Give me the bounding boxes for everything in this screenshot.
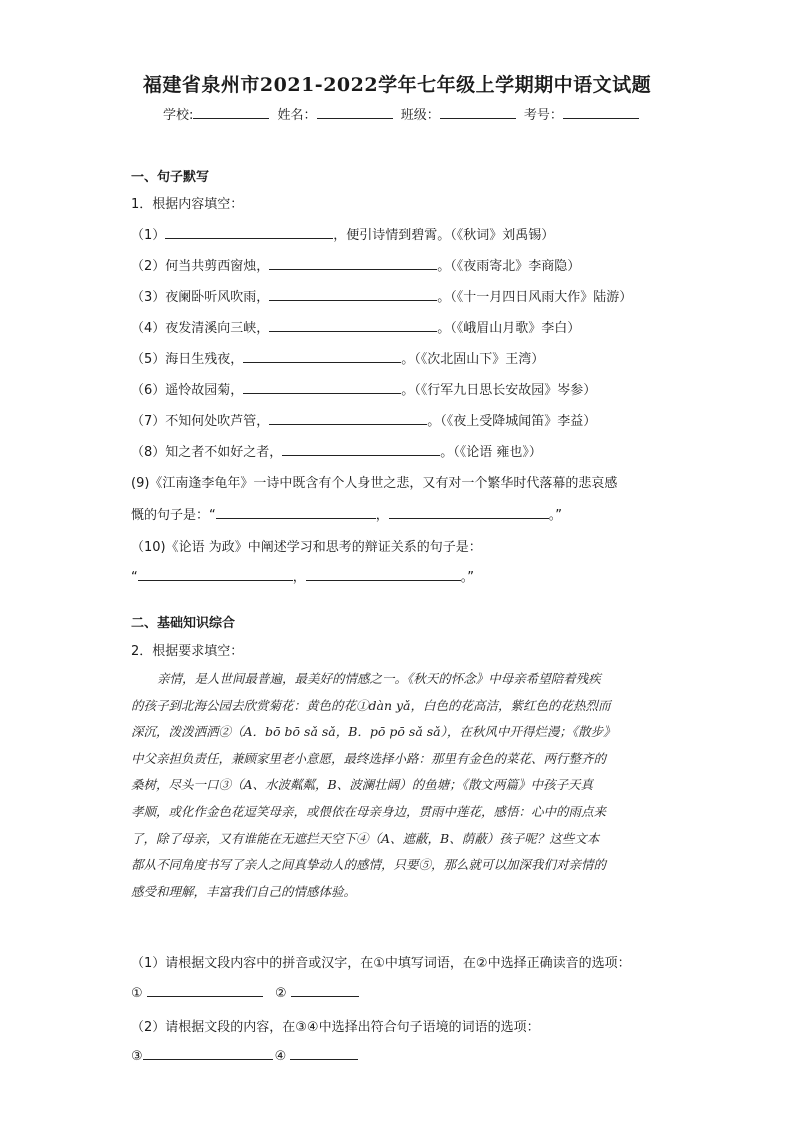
item-suffix: 。（《夜雨寄北》李商隐） [437, 259, 581, 274]
fill-item-7 [131, 410, 596, 429]
passage-line: 感受和理解，丰富我们自己的情感体验。 [131, 883, 357, 899]
name-blank[interactable] [317, 106, 393, 119]
fill-item-3 [131, 286, 632, 305]
fill-item-9-answer [131, 504, 562, 523]
school-blank[interactable] [193, 106, 269, 119]
item-suffix: 。” [460, 570, 475, 585]
name-label: 姓名： [277, 108, 317, 123]
fill-item-5 [131, 348, 544, 367]
passage-line: 中父亲担负责任，兼顾家里老小意愿，最终选择小路：那里有金色的菜花、两行整齐的 [131, 750, 607, 766]
answer-blank[interactable] [290, 1046, 358, 1060]
item-suffix: 。（《十一月四日风雨大作》陆游） [437, 290, 633, 305]
passage-line: 深沉，泼泼洒洒②（A．bō bō sǎ sǎ，B．pō pō sǎ sǎ），在秋风中开得烂漫；《散步》 [131, 724, 616, 740]
answer-blank[interactable] [243, 380, 401, 394]
fill-item-9-prompt: (9)《江南逢李龟年》一诗中既含有个人身世之悲，又有对一个繁华时代落幕的悲哀感 [131, 476, 618, 491]
item-number: （3） [131, 290, 166, 305]
item-prefix: 夜发清溪向三峡， [165, 321, 270, 336]
sub-question-2-answers [131, 1046, 358, 1064]
answer-blank[interactable] [243, 349, 401, 363]
section2-heading: 二、基础知识综合 [131, 616, 236, 631]
passage-line: 孝顺，或化作金色花逗笑母亲，或偎依在母亲身边，贯雨中莲花，感悟：心中的雨点来 [131, 803, 607, 819]
reading-passage [131, 666, 663, 905]
item-number: （4） [131, 321, 166, 336]
answer-blank[interactable] [389, 505, 549, 519]
passage-line: 亲情，是人世间最普遍，最美好的情感之一。《秋天的怀念》中母亲希望陪着残疾 [157, 671, 601, 686]
answer-marker: ① [131, 986, 143, 1001]
item-prefix: 海日生残夜， [165, 352, 244, 367]
answer-blank[interactable] [269, 411, 427, 425]
answer-blank[interactable] [306, 567, 461, 581]
item-number: （8） [131, 445, 166, 460]
item-prefix: 知之者不如好之者， [165, 445, 283, 460]
answer-marker: ④ [274, 1049, 287, 1064]
answer-marker: ③ [131, 1049, 143, 1064]
class-blank[interactable] [440, 106, 516, 119]
passage-line: 了，除了母亲，又有谁能在无遮拦天空下④（A、遮蔽，B、荫蔽）孩子呢？这些文本 [131, 830, 600, 846]
fill-item-10-prompt: （10)《论语 为政》中阐述学习和思考的辩证关系的句子是： [131, 540, 482, 555]
answer-blank[interactable] [269, 318, 437, 332]
item-prefix: 何当共剪西窗烛， [165, 259, 270, 274]
item-suffix: ，便引诗情到碧霄。（《秋词》刘禹锡） [333, 228, 555, 243]
answer-blank[interactable] [291, 983, 359, 997]
fill-item-2 [131, 255, 580, 274]
sub-question-2: （2）请根据文段的内容，在③④中选择出符合句子语境的词语的选项： [131, 1020, 540, 1035]
passage-line: 桑树，尽头一口③（A、水波粼粼，B、波澜壮阔）的鱼塘；《散文两篇》中孩子天真 [131, 777, 593, 793]
item-suffix: 。（《行军九日思长安故园》岑参） [401, 383, 597, 398]
passage-line: 都从不同角度书写了亲人之间真挚动人的感情，只要⑤，那么就可以加深我们对亲情的 [131, 857, 607, 873]
passage-line: 的孩子到北海公园去欣赏菊花：黄色的花①dàn yǎ，白色的花高洁，紫红色的花热烈而 [131, 697, 611, 713]
section1-heading: 一、句子默写 [131, 170, 210, 185]
question1-label: 1．根据内容填空： [131, 197, 244, 212]
answer-blank[interactable] [269, 256, 437, 270]
item-suffix: 。（《次北固山下》王湾） [401, 352, 545, 367]
class-label: 班级： [400, 108, 440, 123]
question2-label: 2．根据要求填空： [131, 644, 244, 659]
item-number: （7） [131, 414, 166, 429]
sub-question-1: （1）请根据文段内容中的拼音或汉字，在①中填写词语，在②中选择正确读音的选项： [131, 956, 631, 971]
item-separator: ， [375, 508, 389, 523]
answer-blank[interactable] [269, 287, 437, 301]
item-prefix: 夜阑卧听风吹雨， [165, 290, 270, 305]
exam-number-blank[interactable] [563, 106, 639, 119]
answer-blank[interactable] [216, 505, 376, 519]
fill-item-6 [131, 379, 596, 398]
answer-marker: ② [274, 986, 287, 1001]
item-suffix: 。（《峨眉山月歌》李白） [437, 321, 581, 336]
answer-blank[interactable] [165, 225, 333, 239]
item-suffix: 。” [548, 508, 563, 523]
item-prefix: 不知何处吹芦管， [165, 414, 270, 429]
item-number: （1） [131, 228, 166, 243]
sub-question-1-answers [131, 983, 359, 1001]
answer-blank[interactable] [282, 442, 440, 456]
fill-item-10-answer [131, 566, 474, 585]
item-number: （5） [131, 352, 166, 367]
fill-item-1 [131, 224, 554, 243]
item-prefix: 遥怜故园菊， [165, 383, 244, 398]
fill-item-4 [131, 317, 580, 336]
item-prefix: 慨的句子是：“ [131, 508, 216, 523]
exam-number-label: 考号： [523, 108, 563, 123]
item-separator: ， [292, 570, 306, 585]
page-title: 福建省泉州市2021-2022学年七年级上学期期中语文试题 [142, 74, 652, 96]
item-suffix: 。（《论语 雍也》） [440, 445, 542, 460]
answer-blank[interactable] [138, 567, 293, 581]
item-number: （6） [131, 383, 166, 398]
item-prefix: “ [131, 570, 138, 585]
school-label: 学校: [163, 108, 194, 123]
answer-blank[interactable] [147, 983, 263, 997]
student-info-row [163, 104, 643, 123]
fill-item-8 [131, 441, 542, 460]
item-number: （2） [131, 259, 166, 274]
answer-blank[interactable] [143, 1046, 273, 1060]
item-suffix: 。（《夜上受降城闻笛》李益） [427, 414, 597, 429]
